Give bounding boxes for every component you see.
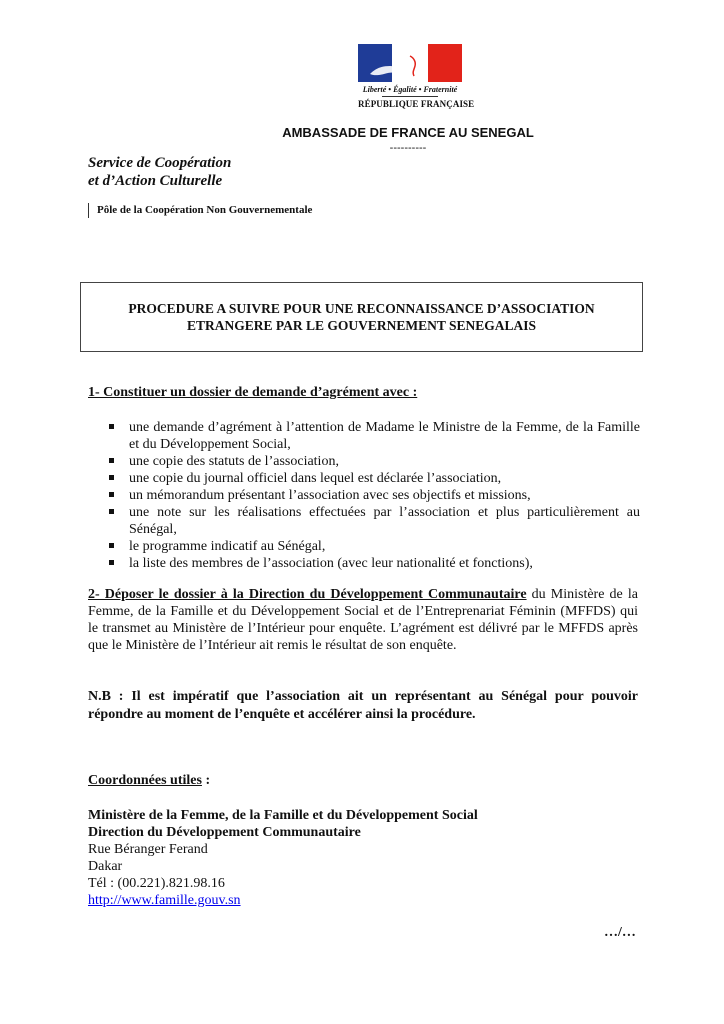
procedure-title-line-1: PROCEDURE A SUIVRE POUR UNE RECONNAISSANCE D’ASSOCIATION: [128, 301, 595, 316]
continued-marker: …/…: [604, 925, 636, 940]
list-item: une note sur les réalisations effectuées par l’association et plus particulièrement au Sénégal,: [102, 504, 640, 538]
republic-motto: Liberté • Égalité • Fraternité: [362, 85, 458, 94]
section-2-heading: 2- Déposer le dossier à la Direction du Développement Communautaire: [88, 587, 527, 602]
section-2-text: du Ministère de la Femme, de la Famille et du Développement Social et de l’Entreprenariat Féminin (MFFDS) qui le transmet au Ministère de l’Intérieur pour enquête. L’agrément est délivré par le MFFDS après que le Ministère de l’Intérieur ait remis le résultat de son enquête.: [88, 587, 638, 653]
section-2-paragraph: [88, 586, 638, 654]
service-line-1: Service de Coopération: [88, 155, 232, 171]
procedure-title-box: [80, 282, 643, 352]
contact-direction: Direction du Développement Communautaire: [88, 825, 361, 840]
service-line-2: et d’Action Culturelle: [88, 173, 223, 189]
contact-city: Dakar: [88, 859, 123, 874]
bullet-icon: [109, 509, 114, 514]
republic-name: RÉPUBLIQUE FRANÇAISE: [358, 99, 475, 109]
list-item: une copie des statuts de l’association,: [102, 453, 640, 470]
pole-name: Pôle de la Coopération Non Gouvernementale: [97, 204, 313, 216]
contact-ministry: Ministère de la Femme, de la Famille et du Développement Social: [88, 808, 478, 823]
logo-divider: [382, 96, 438, 97]
bullet-icon: [109, 458, 114, 463]
contact-website-link[interactable]: http://www.famille.gouv.sn: [88, 893, 241, 908]
bullet-icon: [109, 492, 114, 497]
bullet-icon: [109, 543, 114, 548]
bullet-icon: [109, 560, 114, 565]
list-item: le programme indicatif au Sénégal,: [102, 538, 640, 555]
nota-bene: N.B : Il est impératif que l’association ait un représentant au Sénégal pour pouvoir répondre au moment de l’enquête et accélérer ainsi la procédure.: [88, 689, 638, 722]
pole-marker: [88, 203, 89, 218]
list-item: une copie du journal officiel dans lequel est déclarée l’association,: [102, 470, 640, 487]
marianne-profile-icon: [358, 44, 462, 82]
embassy-divider: ----------: [389, 142, 427, 154]
republique-francaise-logo: [358, 44, 475, 112]
contact-block: [88, 807, 478, 909]
marianne-flag-icon: [358, 44, 462, 82]
contacts-heading: Coordonnées utiles :: [88, 773, 211, 788]
list-item: la liste des membres de l’association (avec leur nationalité et fonctions),: [102, 555, 640, 572]
bullet-icon: [109, 424, 114, 429]
bullet-icon: [109, 475, 114, 480]
list-item: une demande d’agrément à l’attention de Madame le Ministre de la Femme, de la Famille et du Développement Social,: [102, 419, 640, 453]
procedure-title-line-2: ETRANGERE PAR LE GOUVERNEMENT SENEGALAIS: [186, 318, 537, 333]
service-name: [88, 154, 231, 190]
document-list: [102, 419, 640, 572]
contact-phone: Tél : (00.221).821.98.16: [88, 876, 225, 891]
contact-street: Rue Béranger Ferand: [88, 842, 208, 857]
list-item: un mémorandum présentant l’association avec ses objectifs et missions,: [102, 487, 640, 504]
section-1-heading: 1- Constituer un dossier de demande d’agrément avec :: [88, 385, 418, 400]
embassy-title: AMBASSADE DE FRANCE AU SENEGAL: [282, 125, 534, 140]
